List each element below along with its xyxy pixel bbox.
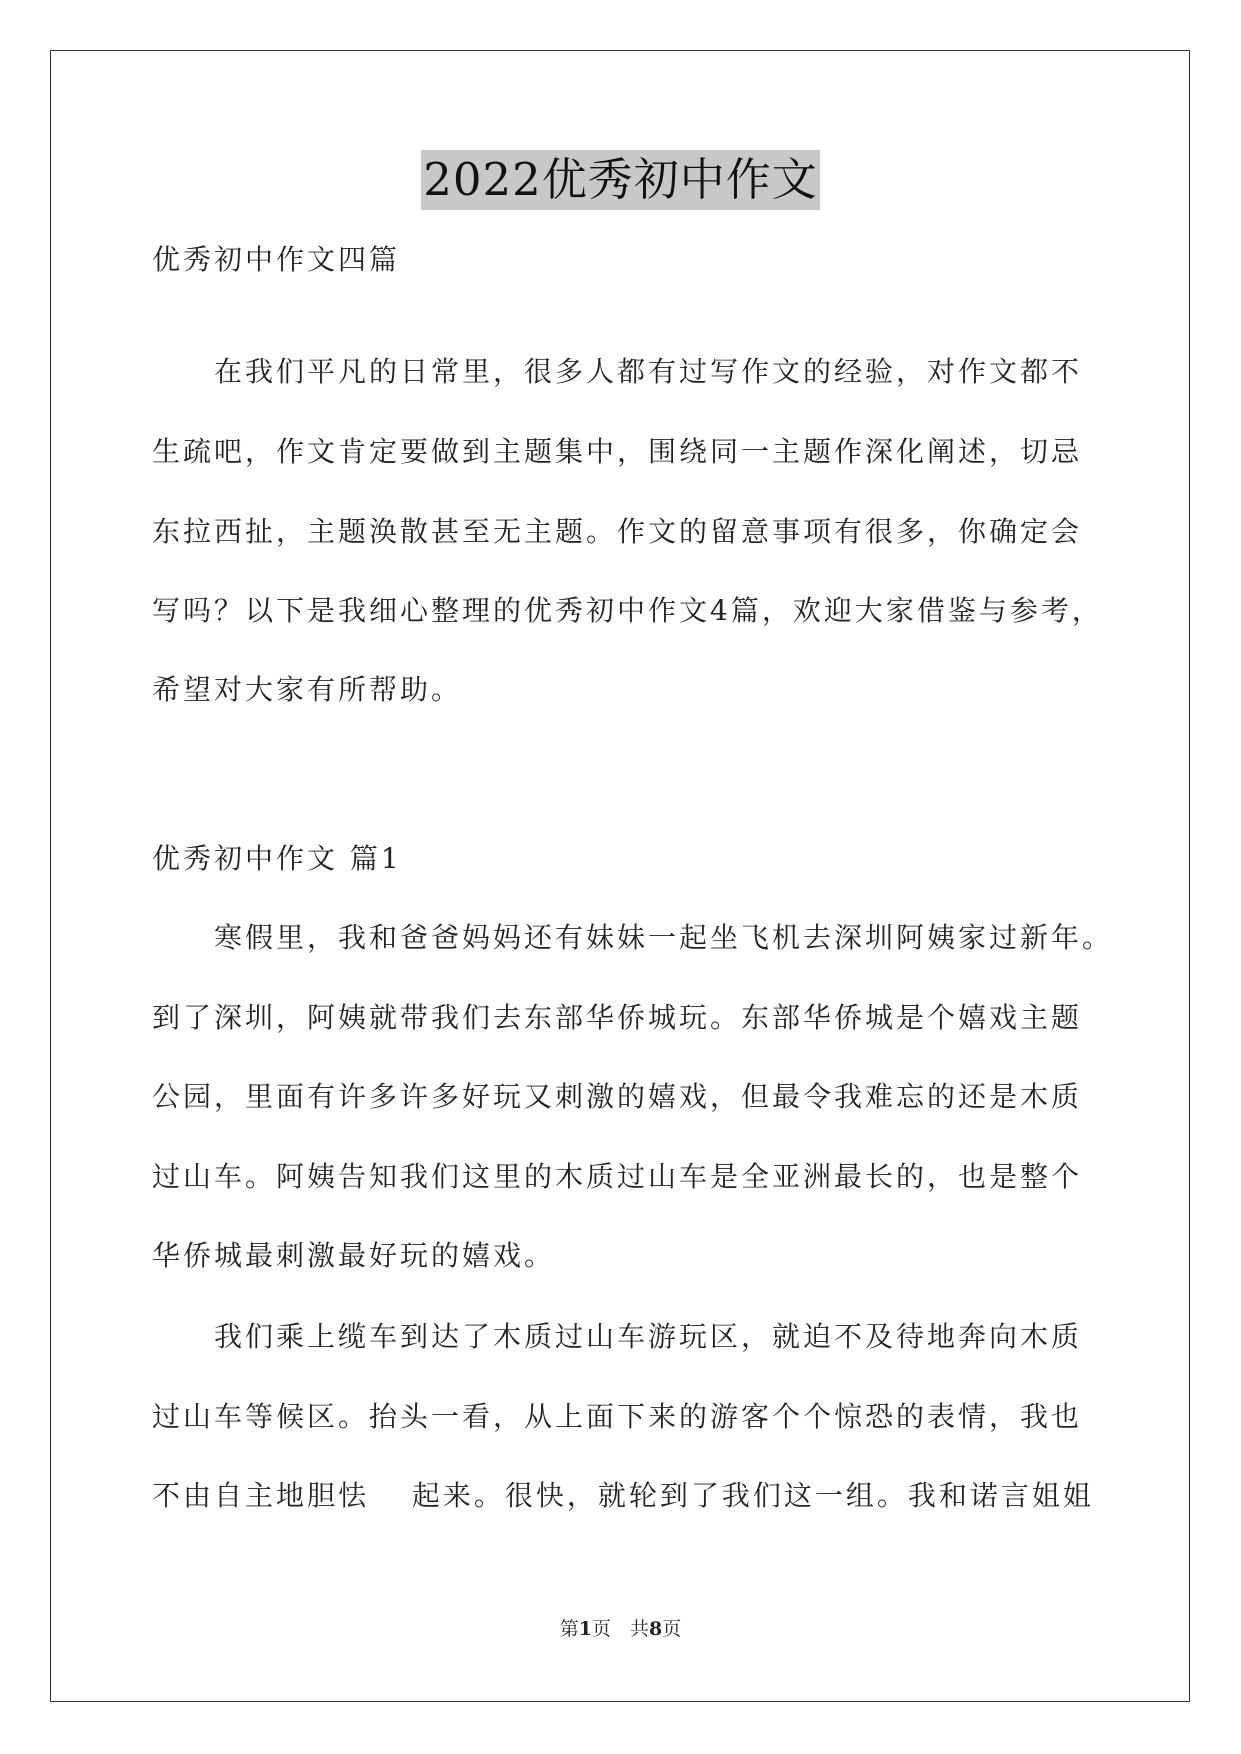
document-title: 2022优秀初中作文 [421,150,820,210]
paragraph-line: 过山车。阿姨告知我们这里的木质过山车是全亚洲最长的，也是整个 [152,1160,1083,1193]
document-body [152,0,1114,1754]
page-number: 1 [578,1618,592,1640]
total-pages: 8 [649,1618,663,1640]
subtitle: 优秀初中作文四篇 [152,243,401,276]
paragraph-line: 我们乘上缆车到达了木质过山车游玩区，就迫不及待地奔向木质 [152,1320,1083,1353]
paragraph-line: 过山车等候区。抬头一看，从上面下来的游客个个惊恐的表情，我也 [152,1400,1083,1433]
page-mid: 页 共 [591,1618,649,1640]
paragraph-line: 不由自主地胆怯 起来。很快，就轮到了我们这一组。我和诺言姐姐 [152,1479,1094,1512]
section-heading: 优秀初中作文 篇1 [152,842,402,875]
intro-line: 写吗？以下是我细心整理的优秀初中作文4篇，欢迎大家借鉴与参考， [152,594,1103,627]
page-prefix: 第 [559,1618,579,1640]
paragraph-line: 华侨城最刺激最好玩的嬉戏。 [152,1239,556,1272]
page-footer [0,1614,1241,1641]
page-suffix: 页 [662,1618,682,1640]
intro-line: 生疏吧，作文肯定要做到主题集中，围绕同一主题作深化阐述，切忌 [152,435,1083,468]
intro-line: 东拉西扯，主题涣散甚至无主题。作文的留意事项有很多，你确定会 [152,515,1083,548]
paragraph-line: 到了深圳，阿姨就带我们去东部华侨城玩。东部华侨城是个嬉戏主题 [152,1001,1083,1034]
intro-line: 在我们平凡的日常里，很多人都有过写作文的经验，对作文都不 [152,355,1083,388]
paragraph-line: 公园，里面有许多许多好玩又刺激的嬉戏，但最令我难忘的还是木质 [152,1080,1083,1113]
intro-line: 希望对大家有所帮助。 [152,673,463,706]
paragraph-line: 寒假里，我和爸爸妈妈还有妹妹一起坐飞机去深圳阿姨家过新年。 [152,921,1114,954]
